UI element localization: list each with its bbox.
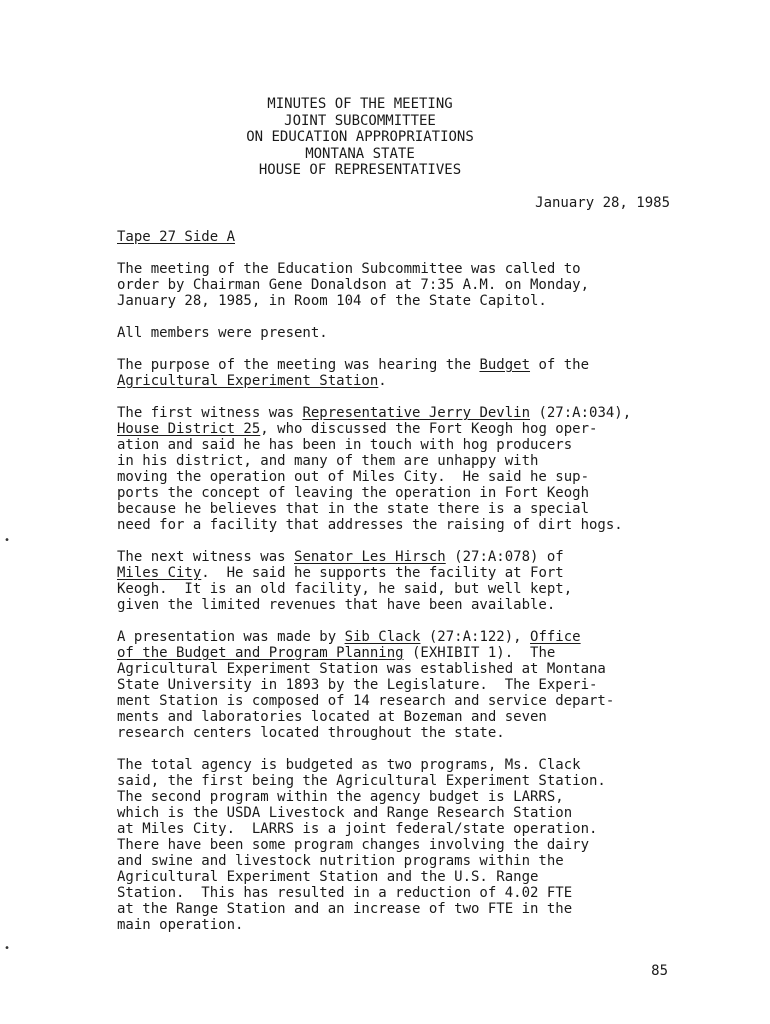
text-line [117,421,717,437]
text-fragment: The first witness was [117,405,303,421]
text-line: January 28, 1985, in Room 104 of the State Capitol. [117,293,547,309]
text-fragment: (27:A:034), [530,405,632,421]
text-line [117,549,717,565]
text-line: moving the operation out of Miles City. He said he sup- [117,469,590,485]
text-line [117,357,717,373]
text-line: The total agency is budgeted as two programs, Ms. Clack [117,757,581,773]
text-line: State University in 1893 by the Legislature. The Experi- [117,677,598,693]
text-line [117,405,717,421]
scan-speck-mark: • [4,535,11,546]
text-line: Agricultural Experiment Station and the U.S. Range [117,869,539,885]
text-line: need for a facility that addresses the raising of dirt hogs. [117,517,623,533]
header-state: MONTANA STATE [305,145,415,162]
paragraph-devlin-testimony [117,405,717,533]
paragraph-agency-programs [117,757,717,933]
text-line: ports the concept of leaving the operation in Fort Keogh [117,485,590,501]
paragraph-clack-presentation [117,629,717,741]
text-line: at Miles City. LARRS is a joint federal/state operation. [117,821,598,837]
text-line: said, the first being the Agricultural Experiment Station. [117,773,606,789]
text-line: which is the USDA Livestock and Range Research Station [117,805,573,821]
text-line: Station. This has resulted in a reduction of 4.02 FTE [117,885,573,901]
underlined-budget: Budget [479,357,531,373]
text-line: ation and said he has been in touch with hog producers [117,437,573,453]
text-fragment: (27:A:122), [420,629,531,645]
header-subject: ON EDUCATION APPROPRIATIONS [246,129,474,145]
text-line: main operation. [117,917,244,933]
text-line: in his district, and many of them are unhappy with [117,453,539,469]
text-line: ments and laboratories located at Bozeman and seven [117,709,547,725]
text-fragment: . [378,373,387,389]
text-fragment: , who discussed the Fort Keogh hog oper- [260,421,598,437]
tape-label-paragraph [117,229,717,245]
text-fragment: (27:A:078) of [445,549,564,565]
text-fragment: of the [530,357,590,373]
underlined-miles-city: Miles City [117,565,202,581]
text-line [117,629,717,645]
header-committee: JOINT SUBCOMMITTEE [284,112,436,129]
header-title: MINUTES OF THE MEETING [267,96,453,112]
text-line: Agricultural Experiment Station was established at Montana [117,661,606,677]
text-line: All members were present. [117,325,328,341]
underlined-witness-hirsch: Senator Les Hirsch [294,549,446,565]
text-fragment: (EXHIBIT 1). The [403,645,556,661]
paragraph-attendance [117,325,717,341]
underlined-house-district: House District 25 [117,421,261,437]
paragraph-call-to-order [117,261,717,309]
meeting-date: January 28, 1985 [535,195,670,211]
underlined-witness-devlin: Representative Jerry Devlin [302,405,531,421]
document-body [117,229,717,949]
text-line [117,373,717,389]
header-house: HOUSE OF REPRESENTATIVES [258,162,462,178]
text-line: given the limited revenues that have been available. [117,597,556,613]
text-line: research centers located throughout the state. [117,725,505,741]
underlined-agency-name: Agricultural Experiment Station [117,373,379,389]
text-line: ment Station is composed of 14 research and service depart- [117,693,615,709]
text-fragment: The purpose of the meeting was hearing the [117,357,480,373]
text-line: order by Chairman Gene Donaldson at 7:35 A.M. on Monday, [117,277,590,293]
text-line: The second program within the agency budget is LARRS, [117,789,564,805]
paragraph-purpose [117,357,717,389]
page-number: 85 [651,963,668,979]
text-line: There have been some program changes involving the dairy [117,837,590,853]
underlined-office: Office [530,629,581,645]
text-line: Keogh. It is an old facility, he said, but well kept, [117,581,573,597]
text-fragment: The next witness was [117,549,295,565]
paragraph-hirsch-testimony [117,549,717,613]
underlined-office-name: of the Budget and Program Planning [117,645,404,661]
text-line: at the Range Station and an increase of two FTE in the [117,901,573,917]
text-line [117,645,717,661]
text-fragment: A presentation was made by [117,629,345,645]
scan-speck-mark: • [4,943,11,954]
text-line: because he believes that in the state there is a special [117,501,590,517]
text-fragment: . He said he supports the facility at Fort [201,565,564,581]
text-line [117,565,717,581]
tape-label: Tape 27 Side A [117,229,236,245]
text-line: and swine and livestock nutrition programs within the [117,853,564,869]
underlined-presenter-clack: Sib Clack [344,629,421,645]
document-header [160,96,560,179]
text-line: The meeting of the Education Subcommittee was called to [117,261,581,277]
